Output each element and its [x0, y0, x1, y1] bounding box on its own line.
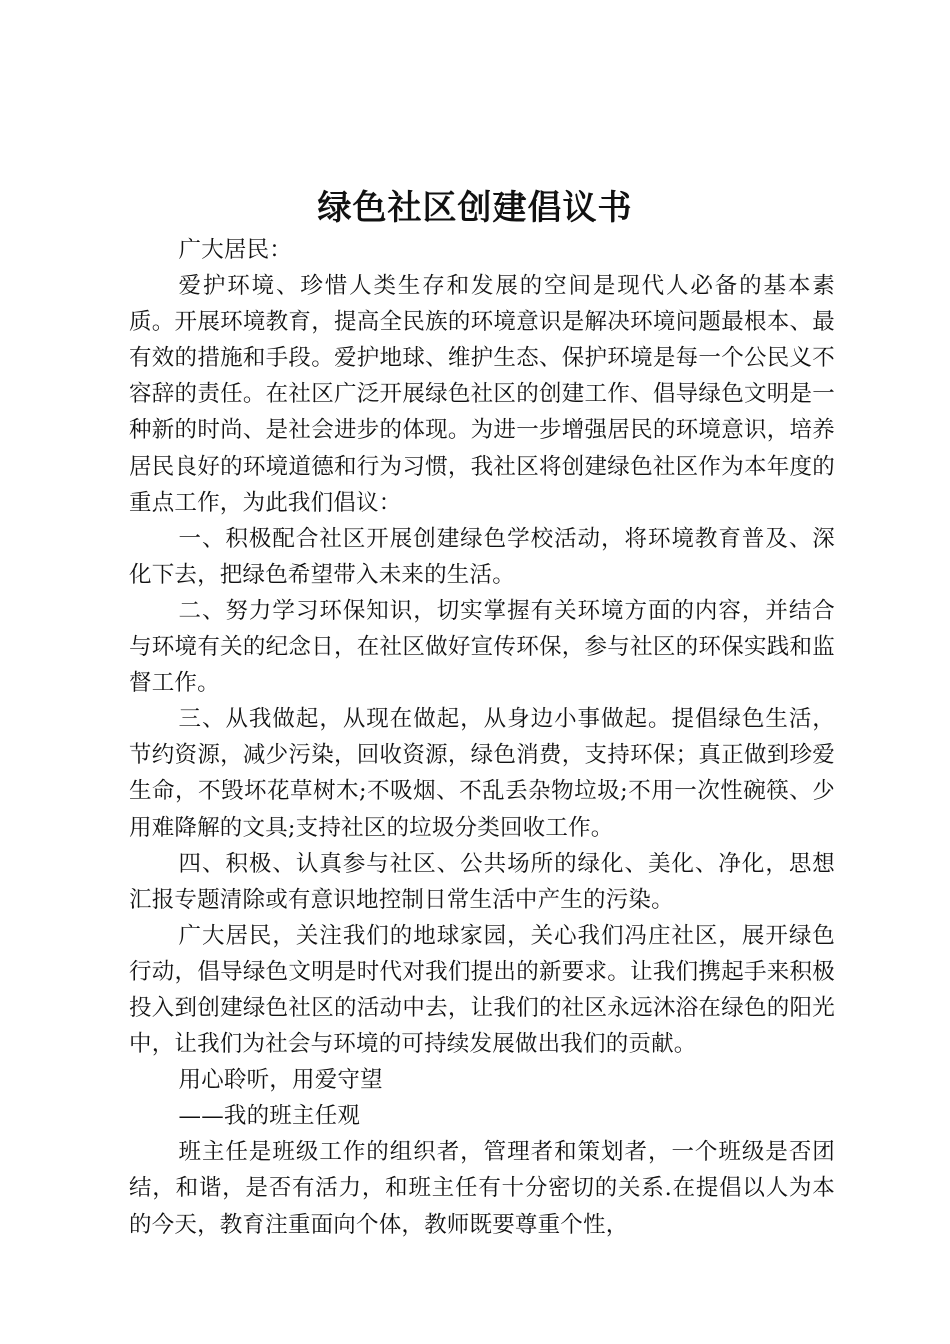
document-body: [129, 232, 835, 1243]
paragraph-proposal-2: 二、努力学习环保知识，切实掌握有关环境方面的内容，并结合与环境有关的纪念日，在社区做好宣传环保，参与社区的环保实践和监督工作。: [129, 597, 835, 697]
section-heading: 用心聆听，用爱守望: [178, 1067, 383, 1094]
paragraph-closing: 广大居民，关注我们的地球家园，关心我们冯庄社区，展开绿色行动，倡导绿色文明是时代对我们提出的新要求。让我们携起手来积极投入到创建绿色社区的活动中去，让我们的社区永远沐浴在绿色的阳光中，让我们为社会与环境的可持续发展做出我们的贡献。: [129, 922, 835, 1058]
salutation: 广大居民：: [178, 237, 293, 263]
section-subheading: ——我的班主任观: [178, 1103, 361, 1130]
paragraph-proposal-4: 四、积极、认真参与社区、公共场所的绿化、美化、净化，思想汇报专题清除或有意识地控制日常生活中产生的污染。: [129, 850, 835, 913]
paragraph-teacher: 班主任是班级工作的组织者，管理者和策划者，一个班级是否团结，和谐，是否有活力，和班主任有十分密切的关系.在提倡以人为本的今天，教育注重面向个体，教师既要尊重个性，: [129, 1139, 835, 1238]
paragraph-proposal-3: 三、从我做起，从现在做起，从身边小事做起。提倡绿色生活，节约资源，减少污染，回收资源，绿色消费，支持环保；真正做到珍爱生命，不毁坏花草树木;不吸烟、不乱丢杂物垃圾;不用一次性碗筷、少用难降解的文具;支持社区的垃圾分类回收工作。: [129, 706, 835, 841]
paragraph-intro: 爱护环境、珍惜人类生存和发展的空间是现代人必备的基本素质。开展环境教育，提高全民族的环境意识是解决环境问题最根本、最有效的措施和手段。爱护地球、维护生态、保护环境是每一个公民义不容辞的责任。在社区广泛开展绿色社区的创建工作、倡导绿色文明是一种新的时尚、是社会进步的体现。为进一步增强居民的环境意识，培养居民良好的环境道德和行为习惯，我社区将创建绿色社区作为本年度的重点工作，为此我们倡议：: [129, 273, 835, 516]
document-title: 绿色社区创建倡议书: [317, 188, 633, 228]
paragraph-proposal-1: 一、积极配合社区开展创建绿色学校活动，将环境教育普及、深化下去，把绿色希望带入未来的生活。: [129, 525, 835, 588]
